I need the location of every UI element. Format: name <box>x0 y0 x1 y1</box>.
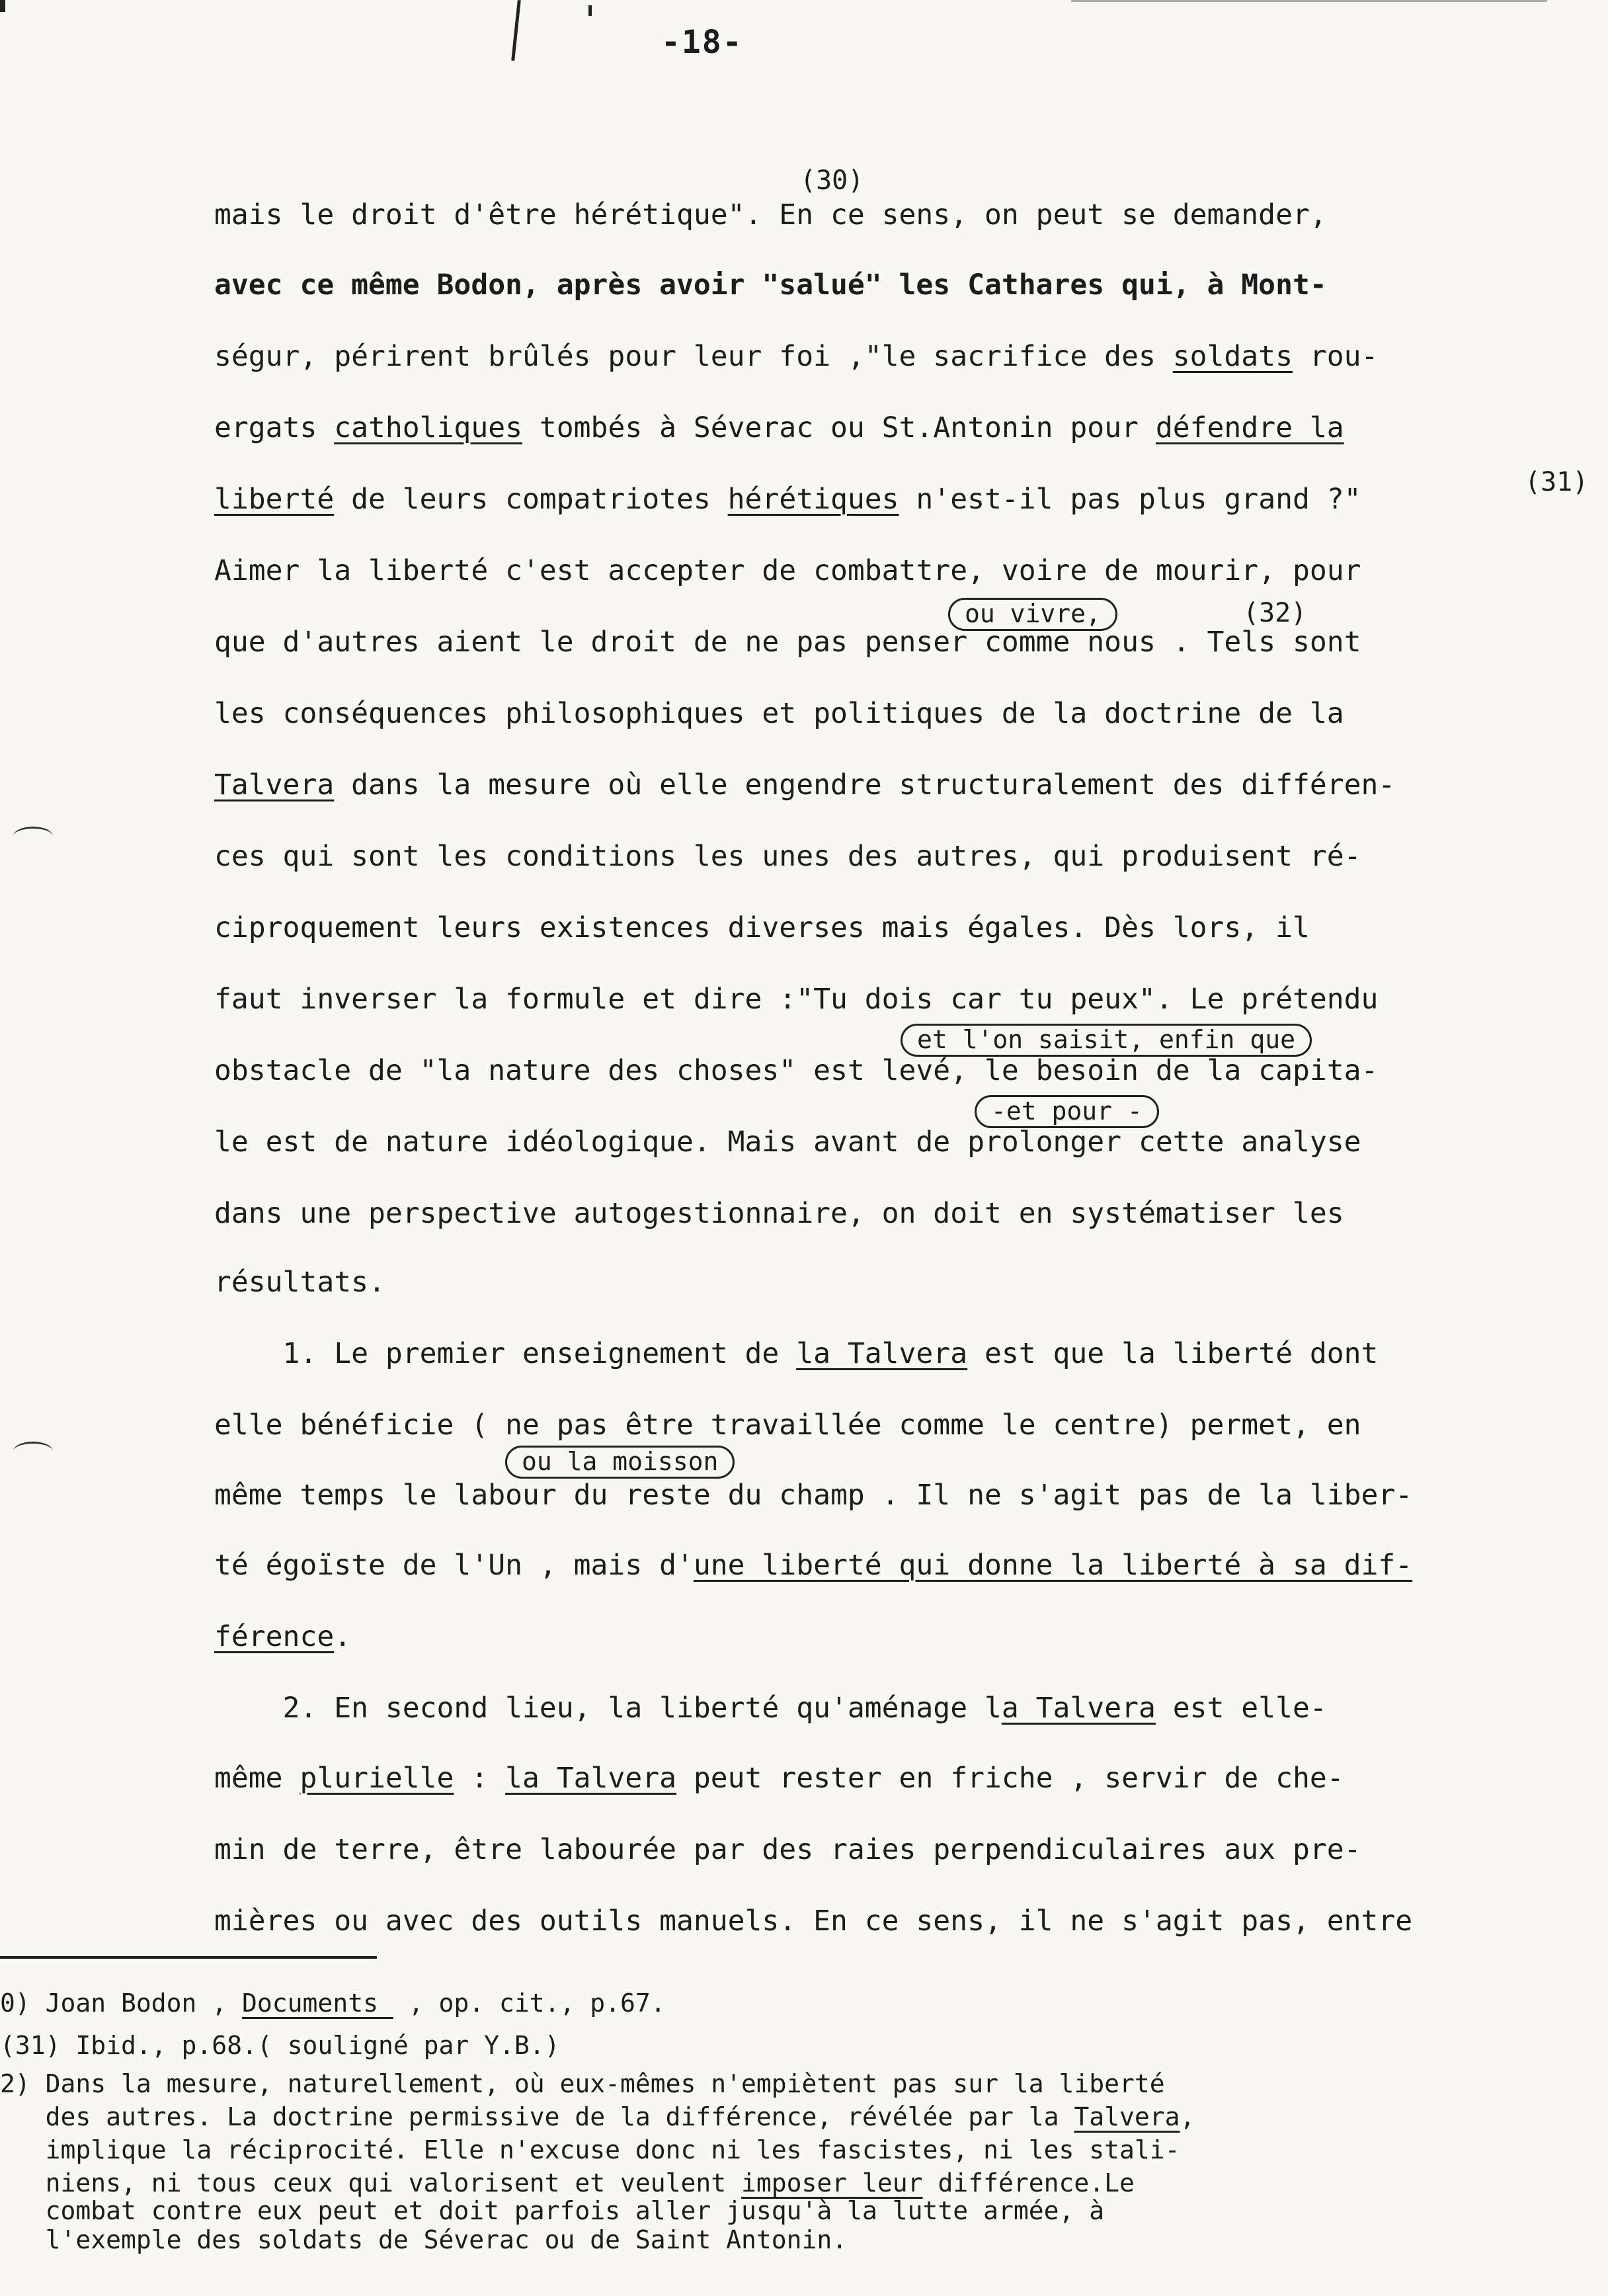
footnote-30: 0) Joan Bodon , Documents , op. cit., p.67. <box>0 1988 666 2018</box>
handwritten-insert-ou-moisson: ou la moisson <box>505 1446 735 1479</box>
text-line: les conséquences philosophiques et politiques de la doctrine de la <box>214 697 1344 730</box>
footnote-32-line: niens, ni tous ceux qui valorisent et veulent imposer leur différence.Le <box>0 2168 1135 2197</box>
text-line: mais le droit d'être hérétique". En ce sens, on peut se demander, <box>214 198 1327 231</box>
text-line: faut inverser la formule et dire :"Tu dois car tu peux". Le prétendu <box>214 983 1379 1016</box>
top-left-mark <box>0 0 5 12</box>
text-line: dans une perspective autogestionnaire, on doit en systématiser les <box>214 1197 1344 1230</box>
text-line: avec ce même Bodon, après avoir "salué" les Cathares qui, à Mont- <box>214 268 1327 302</box>
footnote-32-line: l'exemple des soldats de Séverac ou de Saint Antonin. <box>0 2225 848 2254</box>
text-line: le est de nature idéologique. Mais avant de prolonger cette analyse <box>214 1126 1361 1159</box>
text-line: même plurielle : la Talvera peut rester en friche , servir de che- <box>214 1762 1344 1795</box>
text-line: Talvera dans la mesure où elle engendre structuralement des différen- <box>214 768 1396 801</box>
text-line: ciproquement leurs existences diverses mais égales. Dès lors, il <box>214 911 1310 944</box>
text-line: min de terre, être labourée par des raies perpendiculaires aux pre- <box>214 1833 1361 1866</box>
text-line: 2. En second lieu, la liberté qu'aménage la Talvera est elle- <box>214 1692 1327 1725</box>
footnote-32-line: implique la réciprocité. Elle n'excuse donc ni les fascistes, ni les stali- <box>0 2135 1180 2164</box>
text-line: ces qui sont les conditions les unes des autres, qui produisent ré- <box>214 840 1361 873</box>
footnote-ref-32: (32) <box>1243 598 1307 628</box>
margin-tick <box>13 1442 53 1461</box>
text-line: même temps le labour du reste du champ . Il ne s'agit pas de la liber- <box>214 1479 1413 1512</box>
text-line: elle bénéficie ( ne pas être travaillée comme le centre) permet, en <box>214 1409 1361 1442</box>
text-line: obstacle de "la nature des choses" est levé, le besoin de la capita- <box>214 1054 1379 1087</box>
top-stroke-mark <box>511 0 521 61</box>
handwritten-insert-ou-vivre: ou vivre, <box>948 598 1117 631</box>
footnote-32-line: combat contre eux peut et doit parfois aller jusqu'à la lutte armée, à <box>0 2196 1105 2225</box>
top-dot-mark <box>588 5 592 16</box>
text-line: Aimer la liberté c'est accepter de combattre, voire de mourir, pour <box>214 554 1361 587</box>
footnote-ref-31: (31) <box>1525 467 1589 497</box>
handwritten-insert-et-pour: -et pour - <box>975 1095 1159 1128</box>
text-line: ségur, périrent brûlés pour leur foi ,"le sacrifice des soldats rou- <box>214 340 1379 373</box>
text-line: té égoïste de l'Un , mais d'une liberté qui donne la liberté à sa dif- <box>214 1549 1413 1582</box>
page-number: -18- <box>661 24 743 61</box>
text-line: mières ou avec des outils manuels. En ce sens, il ne s'agit pas, entre <box>214 1905 1413 1938</box>
footnote-32-line: 2) Dans la mesure, naturellement, où eux-mêmes n'empiètent pas sur la liberté <box>0 2069 1165 2098</box>
text-line: férence. <box>214 1620 352 1653</box>
handwritten-insert-et-lon: et l'on saisit, enfin que <box>901 1024 1312 1057</box>
footnote-32-line: des autres. La doctrine permissive de la différence, révélée par la Talvera, <box>0 2102 1195 2131</box>
top-right-mark <box>1071 0 1547 2</box>
footnote-ref-30: (30) <box>800 165 864 196</box>
footnote-rule <box>0 1956 377 1959</box>
margin-tick <box>13 827 53 846</box>
text-line: résultats. <box>214 1266 385 1299</box>
text-line: 1. Le premier enseignement de la Talvera est que la liberté dont <box>214 1337 1379 1370</box>
text-line: que d'autres aient le droit de ne pas penser comme nous . Tels sont <box>214 626 1361 659</box>
text-line: ergats catholiques tombés à Séverac ou St.Antonin pour défendre la <box>214 411 1344 444</box>
footnote-31: (31) Ibid., p.68.( souligné par Y.B.) <box>0 2031 560 2060</box>
text-line: liberté de leurs compatriotes hérétiques n'est-il pas plus grand ?" <box>214 483 1361 516</box>
